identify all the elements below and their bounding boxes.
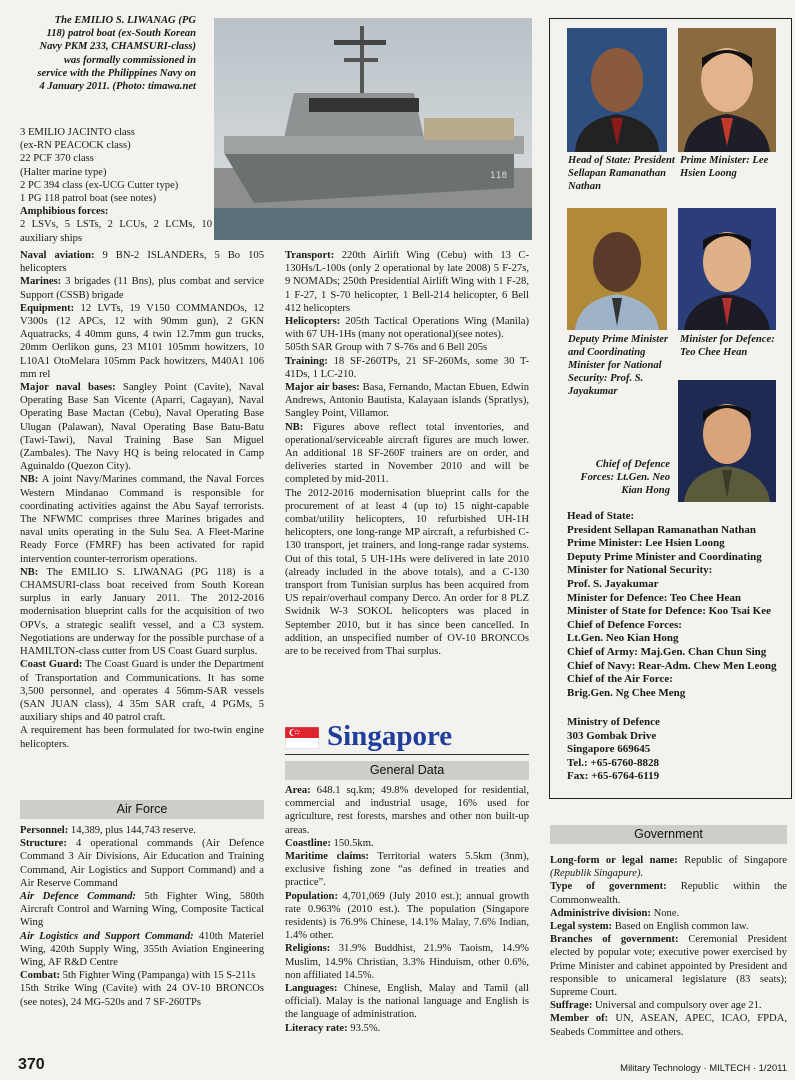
label: Suffrage: [550, 1000, 593, 1012]
naval-aviation-paragraph [20, 249, 264, 275]
text: 4 operational commands (Air Defence Command 3 Air Divisions, Air Education and Training Command, Air Logistics and Support Command) and a Air Reserve Command [20, 838, 264, 889]
label: Major air bases: [285, 382, 360, 394]
official-line: Prime Minister: Lee Hsien Loong [567, 537, 725, 550]
text: 93.5%. [347, 1022, 381, 1034]
text: Sangley Point (Cavite), Naval Operating Base San Vicente (Aparri, Cagayan), Naval Operating Base Mactan (Cebu), Naval Operating Base Ulugan (Palawan), Naval Operating Base Batu-Batu (Tawi-Tawi), Naval Training Base San Miguel (Zambales). The Navy HQ is being relocated in Camp Aguinaldo (Quezon City). [20, 382, 264, 473]
text: 220th Airlift Wing (Cebu) with 13 C-130Hs/L-100s (only 2 operational by late 2008) 5 F-27s, 9 NOMADs; 250th Presidential Airlift Wing with 1 F-28, 1 F-27, 1 S-70 helicopter, 1 Bell-214 helicopter, 6 Bell 412 helicopters [285, 250, 529, 314]
helicopters-paragraph [285, 315, 529, 341]
publication-footer: Military Technology · MILTECH · 1/2011 [620, 1063, 787, 1074]
government-header: Government [550, 825, 787, 844]
person-photo-icon [678, 28, 776, 152]
label: Administrive division: [550, 907, 651, 919]
label: Coastline: [285, 837, 331, 849]
label: Air Defence Command: [20, 891, 136, 903]
label: Languages: [285, 983, 338, 995]
text: The EMILIO S. LIWANAG (PG 118) is a CHAMSURI-class boat received from South Korean surplus in early January 2011. The 2012-2016 modernisation blueprint calls for the acquisition of two OPVs, a strategic sealift vessel, and a C3 system. Negotiations are underway for the possible purchase of a HAMILTON-class cutter from US Coast Guard surplus. [20, 566, 264, 658]
portrait-chief-of-defence [678, 380, 776, 502]
portrait-defence-minister [678, 208, 776, 330]
type-paragraph [550, 880, 787, 906]
ship-photo-image [214, 18, 532, 240]
address-line: Ministry of Defence [567, 716, 660, 728]
label: Maritime claims: [285, 851, 369, 863]
modernisation-paragraph: The 2012-2016 modernisation blueprint calls for the procurement of at least 4 (up to) 15 night-capable combat/utility helicopters, 10 refurbished UH-1H helicopters, one long-range MP aircraft, a refurbished C-130 transport, jet trainers, and long-range radar systems. Out of this total, 5 UH-1Hs were delivered in late 2010 (already included in the above totals), and a C-130 transport from Tunisian surplus has been acquired from US repair/overhaul company Derco. An order for 8 PLZ Swidnik W-3 SOKOL helicopters was placed in September 2010, but it has since been cancelled. In addition, an unspecified number of OV-10 BRONCOs are to be received from Thai surplus. [285, 487, 529, 658]
naval-bases-paragraph [20, 381, 264, 473]
person-photo-icon [678, 380, 776, 502]
text: The Coast Guard is under the Department of Transportation and Communications. It has some 3,500 personnel, and operates 4 56mm-SAR vessels (SAN JUAN class), 4 35m SAR craft, 4 PGMs, 5 auxiliary ships and 40 patrol craft. [20, 659, 264, 724]
official-line: Brig.Gen. Ng Chee Meng [567, 686, 686, 699]
label: Branches of government: [550, 934, 679, 946]
person-photo-icon [567, 208, 667, 330]
official-line: President Sellapan Ramanathan Nathan [567, 523, 756, 536]
air-force-section [20, 824, 264, 1009]
country-title: Singapore [327, 720, 453, 752]
admin-paragraph [550, 907, 787, 920]
branches-paragraph [550, 933, 787, 999]
official-line: Chief of the Air Force: [567, 673, 673, 686]
structure-paragraph [20, 837, 264, 890]
official-line: Prof. S. Jayakumar [567, 577, 659, 590]
list-item: 3 EMILIO JACINTO class [20, 127, 135, 138]
portrait-prime-minister [678, 28, 776, 152]
religions-paragraph [285, 942, 529, 982]
population-paragraph [285, 890, 529, 943]
nb-paragraph [20, 473, 264, 565]
air-bases-paragraph [285, 381, 529, 421]
official-line: Lt.Gen. Neo Kian Hong [567, 632, 679, 645]
text: Based on English common law. [612, 921, 749, 933]
nb-paragraph [20, 566, 264, 658]
amphib-text: 2 LSVs, 5 LSTs, 2 LCUs, 2 LCMs, 10 auxiliary ships [20, 219, 212, 244]
text: Universal and compulsory over age 21. [592, 1000, 762, 1012]
text: 5th Fighter Wing, 580th Aircraft Control and Warning Wing, Composite Tactical Wing [20, 891, 264, 929]
label: NB: [285, 421, 304, 433]
list-item: 2 PC 394 class (ex-UCG Cutter type) [20, 179, 179, 191]
portrait-deputy-pm [567, 208, 667, 330]
portrait-caption: Head of State: President Sellapan Ramanathan Nathan [568, 155, 675, 192]
transport-paragraph [285, 249, 529, 315]
legal-paragraph [550, 920, 787, 933]
general-data-header: General Data [285, 761, 529, 780]
label: Equipment: [20, 302, 75, 314]
text: 150.5km. [330, 837, 374, 849]
label: Population: [285, 890, 338, 902]
label: Training: [285, 355, 328, 367]
label: Member of: [550, 1013, 609, 1025]
label: Combat: [20, 970, 61, 982]
official-line: Deputy Prime Minister and Coordinating [567, 550, 762, 563]
text: 12 LVTs, 19 V150 COMMANDOs, 12 V300s (12 APCs, 12 with 90mm gun), 2 GKN Aquatracks, 4 40mm guns, 4 twin 12.7mm gun trucks, 20mm Oerlikon guns, 23 M101 105mm howitzers, 10 L10A1 OtoMelara 105mm Pack howitzers, M40A1 106 mm rel [20, 302, 264, 380]
equipment-paragraph [20, 302, 264, 381]
nb-paragraph [285, 421, 529, 487]
person-photo-icon [567, 28, 667, 152]
column-1 [20, 249, 264, 751]
label: Long-form or legal name: [550, 855, 678, 866]
text: None. [650, 907, 680, 919]
list-item: (Halter marine type) [20, 166, 107, 178]
label: Marines: [20, 276, 62, 288]
general-data-section [285, 784, 529, 1035]
text: Chinese, English, Malay and Tamil (all official). Malay is the national language and English is the language of administration. [285, 983, 529, 1021]
person-photo-icon [678, 208, 776, 330]
text: 648.1 sq.km; 49.8% developed for residential, commercial and industrial usage, 16% used for agriculture, rest forests, marshes and other non built-up areas. [285, 785, 529, 836]
maritime-paragraph [285, 850, 529, 890]
logistics-paragraph [20, 930, 264, 970]
text: 5th Fighter Wing (Pampanga) with 15 S-211s [60, 970, 256, 982]
official-line: Head of State: [567, 510, 635, 522]
address-line: 303 Gombak Drive [567, 729, 657, 742]
text: 410th Materiel Wing, 420th Supply Wing, 355th Aviation Engineering Wing, AF R&D Centre [20, 930, 264, 969]
page-number: 370 [18, 1056, 45, 1073]
label: Personnel: [20, 825, 69, 836]
ship-photo [214, 18, 532, 240]
text: Ceremonial President elected by popular vote; executive power exercised by Prime Minister and cabinet appointed by President and responsible to unicameral legislature (83 seats); Supreme Court. [550, 934, 787, 999]
personnel-paragraph [20, 824, 264, 837]
svg-text:118: 118 [490, 171, 508, 181]
official-line: Minister of State for Defence: Koo Tsai Kee [567, 605, 771, 618]
official-line: Minister for National Security: [567, 564, 713, 577]
label: Major naval bases: [20, 382, 116, 394]
address-line: Tel.: +65-6760-8828 [567, 756, 660, 769]
languages-paragraph [285, 982, 529, 1022]
philippines-navy-list [20, 126, 212, 245]
portrait-caption: Chief of Defence Forces: Lt.Gen. Neo Kian Hong [580, 459, 670, 496]
label: Religions: [285, 943, 331, 955]
label: Literacy rate: [285, 1022, 348, 1034]
amphib-label: Amphibious forces: [20, 206, 109, 218]
official-line: Chief of Navy: Rear-Adm. Chew Men Leong [567, 659, 777, 672]
text: 4,701,069 (July 2010 est.); annual growth rate 0.963% (2010 est.). The population (Singapore residents) is 76.9% Chinese, 14.1% Malay, 7.6% Indian, 1.4% other. [285, 890, 529, 942]
singapore-flag-icon [285, 727, 319, 749]
coast-guard-paragraph [20, 658, 264, 724]
combat-paragraph [20, 969, 264, 982]
label: Type of government: [550, 881, 667, 893]
portrait-caption: Prime Minister: Lee Hsien Loong [680, 155, 769, 179]
official-line: Chief of Defence Forces: [567, 618, 682, 631]
label: Coast Guard: [20, 659, 83, 671]
government-section [550, 854, 787, 1039]
portrait-head-of-state [567, 28, 667, 152]
text: Territorial waters 5.5km (3nm), exclusive fishing zone “as defined in treaties and practice”. [285, 851, 530, 889]
coast-guard-paragraph-2: A requirement has been formulated for two-twin engine helicopters. [20, 725, 264, 750]
country-heading [285, 720, 529, 755]
address-line: Singapore 669645 [567, 743, 651, 756]
label: Naval aviation: [20, 250, 95, 261]
literacy-paragraph [285, 1022, 529, 1035]
text: A joint Navy/Marines command, the Naval Forces Western Mindanao Command is responsible for coordinating activities against the Abu Sayaf terrorists. The NFWMC comprises three Marines brigades and naval units operating in the Sulu Sea. A Fleet-Marine Ready Force (FMRF) has been activated for rapid intervention counter-terrorism operations. [20, 474, 264, 565]
label: Structure: [20, 838, 67, 850]
portrait-caption: Minister for Defence: Teo Chee Hean [680, 334, 775, 358]
longform-paragraph [550, 854, 787, 880]
text: Figures above reflect total inventories, and operational/serviceable aircraft figures are much lower. An additional 18 SF-260F trainers are on order, and deliveries started in November 2010 and will be completed by mid-2011. [285, 421, 529, 486]
text-italic: (Republik Singapure). [550, 868, 644, 880]
text: Basa, Fernando, Mactan Ebuen, Edwin Andrews, Antonio Bautista, Kalayaan islands (Spratlys), Sangley Point, Villamor. [285, 382, 530, 420]
text: 18 SF-260TPs, 21 SF-260Ms, some 30 T-41Ds, 1 LC-210. [285, 355, 529, 380]
text: UN, ASEAN, APEC, ICAO, FPDA, Seabeds Committee and others. [550, 1013, 787, 1038]
official-line: Minister for Defence: Teo Chee Hean [567, 591, 742, 604]
officials-list [567, 510, 787, 700]
text: 14,389, plus 144,743 reserve. [68, 825, 196, 836]
label: Area: [285, 785, 311, 796]
text: 205th Tactical Operations Wing (Manila) with 67 UH-1Hs (many not operational)(see notes). [285, 316, 529, 341]
label: NB: [20, 566, 39, 578]
label: Transport: [285, 250, 335, 261]
member-paragraph [550, 1012, 787, 1038]
ship-photo-caption: The EMILIO S. LIWANAG (PG 118) patrol boat (ex-South Korean Navy PKM 233, CHAMSURI-class) was formally commissioned in service with the Philippines Navy on 4 January 2011. (Photo: timawa.net [37, 15, 196, 93]
air-defence-paragraph [20, 890, 264, 930]
marines-paragraph [20, 275, 264, 301]
suffrage-paragraph [550, 999, 787, 1012]
label: Air Logistics and Support Command: [20, 930, 194, 942]
portrait-caption: Deputy Prime Minister and Coordinating Minister for National Security: Prof. S. Jayakumar [568, 334, 669, 397]
text: Republic of Singapore [677, 855, 787, 866]
coastline-paragraph [285, 837, 529, 850]
sar-paragraph: 505th SAR Group with 7 S-76s and 6 Bell 205s [285, 342, 488, 354]
text: 31.9% Buddhist, 21.9% Taoism, 14.9% Muslim, 14.9% Christian, 3.3% Hinduism, other 0.6%, non affiliated 14.5%. [285, 943, 529, 981]
address-line: Fax: +65-6764-6119 [567, 770, 660, 783]
label: Helicopters: [285, 316, 341, 328]
text: 9 BN-2 ISLANDERs, 5 Bo 105 helicopters [20, 250, 264, 275]
label: NB: [20, 474, 39, 486]
official-line: Chief of Army: Maj.Gen. Chan Chun Sing [567, 645, 767, 658]
text: Republic within the Commonwealth. [550, 881, 787, 906]
training-paragraph [285, 355, 529, 381]
column-2 [285, 249, 529, 658]
strike-paragraph: 15th Strike Wing (Cavite) with 24 OV-10 BRONCOs (see notes), 24 MG-520s and 7 SF-260TPs [20, 983, 264, 1008]
ministry-address [567, 716, 767, 784]
air-force-header: Air Force [20, 800, 264, 819]
list-item: 22 PCF 370 class [20, 153, 94, 165]
area-paragraph [285, 784, 529, 837]
list-item: 1 PG 118 patrol boat (see notes) [20, 193, 157, 205]
text: 3 brigades (11 Bns), plus combat and service Support (CSSB) brigade [20, 276, 264, 301]
list-item: (ex-RN PEACOCK class) [20, 140, 131, 152]
label: Legal system: [550, 921, 613, 933]
